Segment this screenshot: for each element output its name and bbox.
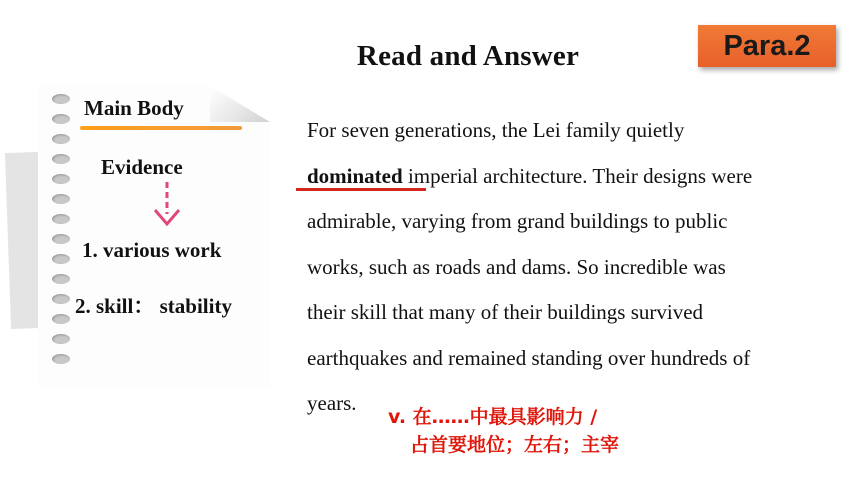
binder-hole — [52, 154, 70, 164]
binder-hole — [52, 214, 70, 224]
binder-hole — [52, 314, 70, 324]
passage-line: earthquakes and remained standing over hundreds of — [307, 345, 751, 370]
binder-hole — [52, 334, 70, 344]
para-badge — [698, 25, 836, 67]
note-card — [38, 86, 270, 388]
heading-underline — [80, 126, 242, 130]
binder-hole — [52, 174, 70, 184]
note-evidence: Evidence — [101, 155, 183, 179]
annotation-line-2: 占首要地位；左右；主宰 — [410, 434, 620, 456]
binder-hole — [52, 294, 70, 304]
binder-hole — [52, 194, 70, 204]
passage-line: their skill that many of their buildings survived — [307, 300, 704, 324]
passage — [307, 108, 852, 427]
note-point-1: 1. various work — [82, 238, 222, 262]
binder-hole — [52, 234, 70, 244]
passage-line: For seven generations, the Lei family quietly — [307, 118, 685, 142]
keyword-underline — [296, 188, 426, 191]
para-badge-label: Para.2 — [723, 29, 811, 62]
passage-line-rest: imperial architecture. Their designs were — [402, 163, 753, 188]
passage-line: admirable, varying from grand buildings to public — [307, 209, 728, 233]
binder-hole — [52, 94, 70, 104]
down-arrow-icon — [150, 180, 184, 232]
binder-hole — [52, 354, 70, 364]
binder-hole — [52, 254, 70, 264]
binder-hole — [52, 274, 70, 284]
passage-line — [307, 154, 852, 200]
binder-holes — [52, 94, 70, 374]
note-point-2: 2. skill： stability — [75, 294, 232, 318]
keyword-dominated: dominated — [307, 163, 403, 188]
binder-hole — [52, 134, 70, 144]
passage-line: works, such as roads and dams. So incredible was — [307, 254, 726, 279]
slide-title: Read and Answer — [356, 40, 580, 72]
passage-line: years. — [307, 391, 357, 415]
binder-hole — [52, 114, 70, 124]
annotation-line-1: v. 在……中最具影响力 / — [388, 406, 598, 428]
note-heading: Main Body — [84, 96, 184, 120]
page-fold — [210, 86, 270, 122]
